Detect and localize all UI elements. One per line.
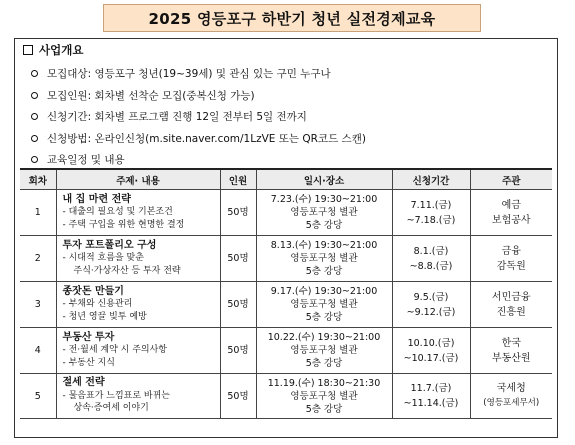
circle-bullet-icon <box>31 113 38 120</box>
schedule-table <box>20 168 552 419</box>
table-row <box>20 236 552 282</box>
organizer-line1: 서민금융 <box>491 291 531 303</box>
topic-title: 종잣돈 만들기 <box>62 285 124 297</box>
organizer-line2: 보험공사 <box>491 214 531 226</box>
apply-end: ~8.8.(금) <box>409 260 453 272</box>
session-place: 영등포구청 별관 <box>290 345 358 356</box>
circle-bullet-icon <box>31 70 38 77</box>
program-overview-section <box>14 38 558 438</box>
header-organizer: 주관 <box>470 169 552 190</box>
round-number: 4 <box>20 328 56 374</box>
session-room: 5층 강당 <box>305 312 343 323</box>
topic-title: 투자 포트폴리오 구성 <box>62 239 157 251</box>
topic-item: - 물음표가 느낌표로 바뀌는 <box>62 390 170 401</box>
organizer-line1: 예금 <box>501 199 521 211</box>
session-place: 영등포구청 별관 <box>290 299 358 310</box>
apply-period-cell <box>392 328 470 374</box>
topic-item: 주식·가상자산 등 투자 전략 <box>73 265 181 276</box>
section-heading-label: 사업개요 <box>39 43 84 57</box>
topic-cell <box>56 282 220 328</box>
overview-item-recruit-target <box>31 63 366 85</box>
datetime-cell <box>256 374 392 419</box>
people-count: 50명 <box>220 236 256 282</box>
organizer-cell <box>470 282 552 328</box>
title-banner <box>103 4 481 32</box>
circle-bullet-icon <box>31 92 38 99</box>
session-room: 5층 강당 <box>305 266 343 277</box>
topic-item: - 대출의 필요성 및 기본조건 <box>62 207 173 218</box>
topic-title: 절세 전략 <box>62 377 105 389</box>
overview-item-text: 신청기간: 회차별 프로그램 진행 12일 전부터 5일 전까지 <box>47 111 307 124</box>
session-room: 5층 강당 <box>305 358 343 369</box>
section-heading <box>23 42 83 58</box>
organizer-cell <box>470 190 552 236</box>
header-topic: 주제· 내용 <box>56 169 220 190</box>
apply-period-cell <box>392 282 470 328</box>
apply-start: 7.11.(금) <box>410 199 452 211</box>
topic-item: - 청년 영끌 빚투 예방 <box>62 311 147 322</box>
topic-cell <box>56 190 220 236</box>
table-header-row <box>20 169 552 190</box>
apply-period-cell <box>392 374 470 419</box>
table-row <box>20 374 552 419</box>
square-bullet-icon <box>23 45 33 55</box>
organizer-line1: 금융 <box>501 245 521 257</box>
apply-period-cell <box>392 190 470 236</box>
session-room: 5층 강당 <box>305 220 343 231</box>
people-count: 50명 <box>220 282 256 328</box>
session-datetime: 7.23.(수) 19:30~21:00 <box>270 194 378 205</box>
overview-item-apply-method <box>31 128 366 150</box>
people-count: 50명 <box>220 328 256 374</box>
datetime-cell <box>256 282 392 328</box>
topic-item: - 주택 구입을 위한 현명한 결정 <box>62 219 185 230</box>
header-datetime: 일시·장소 <box>256 169 392 190</box>
apply-end: ~7.18.(금) <box>406 214 456 226</box>
overview-item-text: 신청방법: 온라인신청(m.site.naver.com/1LzVE 또는 QR코드 스캔) <box>47 132 366 145</box>
round-number: 3 <box>20 282 56 328</box>
topic-item: 상속·증여세 이야기 <box>73 403 149 414</box>
organizer-line1: 국세청 <box>496 383 526 394</box>
topic-title: 부동산 투자 <box>62 331 115 343</box>
round-number: 5 <box>20 374 56 419</box>
apply-end: ~10.17.(금) <box>403 352 459 364</box>
session-datetime: 9.17.(수) 19:30~21:00 <box>270 286 378 297</box>
apply-start: 9.5.(금) <box>413 291 449 303</box>
organizer-line1: 한국 <box>501 337 521 349</box>
header-apply-period: 신청기간 <box>392 169 470 190</box>
header-round: 회차 <box>20 169 56 190</box>
topic-cell <box>56 236 220 282</box>
header-people: 인원 <box>220 169 256 190</box>
topic-cell <box>56 374 220 419</box>
apply-start: 11.7.(금) <box>410 383 452 394</box>
overview-item-text: 모집인원: 회차별 선착순 모집(중복신청 가능) <box>47 89 255 102</box>
table-row <box>20 190 552 236</box>
organizer-cell <box>470 374 552 419</box>
organizer-line2: 부동산원 <box>491 352 531 364</box>
apply-start: 8.1.(금) <box>413 245 449 257</box>
apply-period-cell <box>392 236 470 282</box>
circle-bullet-icon <box>31 156 38 163</box>
apply-start: 10.10.(금) <box>407 337 455 349</box>
topic-title: 내 집 마련 전략 <box>62 193 131 205</box>
people-count: 50명 <box>220 190 256 236</box>
page-title: 2025 영등포구 하반기 청년 실전경제교육 <box>148 9 436 28</box>
organizer-line2: 감독원 <box>496 260 526 272</box>
topic-cell <box>56 328 220 374</box>
organizer-line2: (영등포세무서) <box>483 398 540 408</box>
topic-item: - 전·월세 계약 시 주의사항 <box>62 345 167 356</box>
round-number: 2 <box>20 236 56 282</box>
session-datetime: 8.13.(수) 19:30~21:00 <box>270 240 378 251</box>
people-count: 50명 <box>220 374 256 419</box>
apply-end: ~9.12.(금) <box>406 306 456 318</box>
apply-end: ~11.14.(금) <box>403 398 459 409</box>
session-place: 영등포구청 별관 <box>290 207 358 218</box>
overview-item-text: 모집대상: 영등포구 청년(19~39세) 및 관심 있는 구민 누구나 <box>47 68 331 81</box>
session-datetime: 10.22.(수) 19:30~21:00 <box>267 332 381 343</box>
round-number: 1 <box>20 190 56 236</box>
session-datetime: 11.19.(수) 18:30~21:30 <box>267 377 381 389</box>
organizer-cell <box>470 236 552 282</box>
overview-item-apply-period <box>31 106 366 128</box>
overview-item-text: 교육일정 및 내용 <box>47 154 125 167</box>
session-place: 영등포구청 별관 <box>290 390 358 402</box>
overview-list <box>31 63 366 171</box>
table-row <box>20 282 552 328</box>
session-place: 영등포구청 별관 <box>290 253 358 264</box>
topic-item: - 부채와 신용관리 <box>62 299 133 310</box>
overview-item-recruit-count <box>31 85 366 107</box>
circle-bullet-icon <box>31 135 38 142</box>
organizer-cell <box>470 328 552 374</box>
topic-item: - 부동산 지식 <box>62 357 115 368</box>
session-room: 5층 강당 <box>305 403 343 415</box>
datetime-cell <box>256 236 392 282</box>
datetime-cell <box>256 328 392 374</box>
organizer-line2: 진흥원 <box>496 306 526 318</box>
table-row <box>20 328 552 374</box>
datetime-cell <box>256 190 392 236</box>
topic-item: - 시대적 흐름을 맞춘 <box>62 253 144 264</box>
